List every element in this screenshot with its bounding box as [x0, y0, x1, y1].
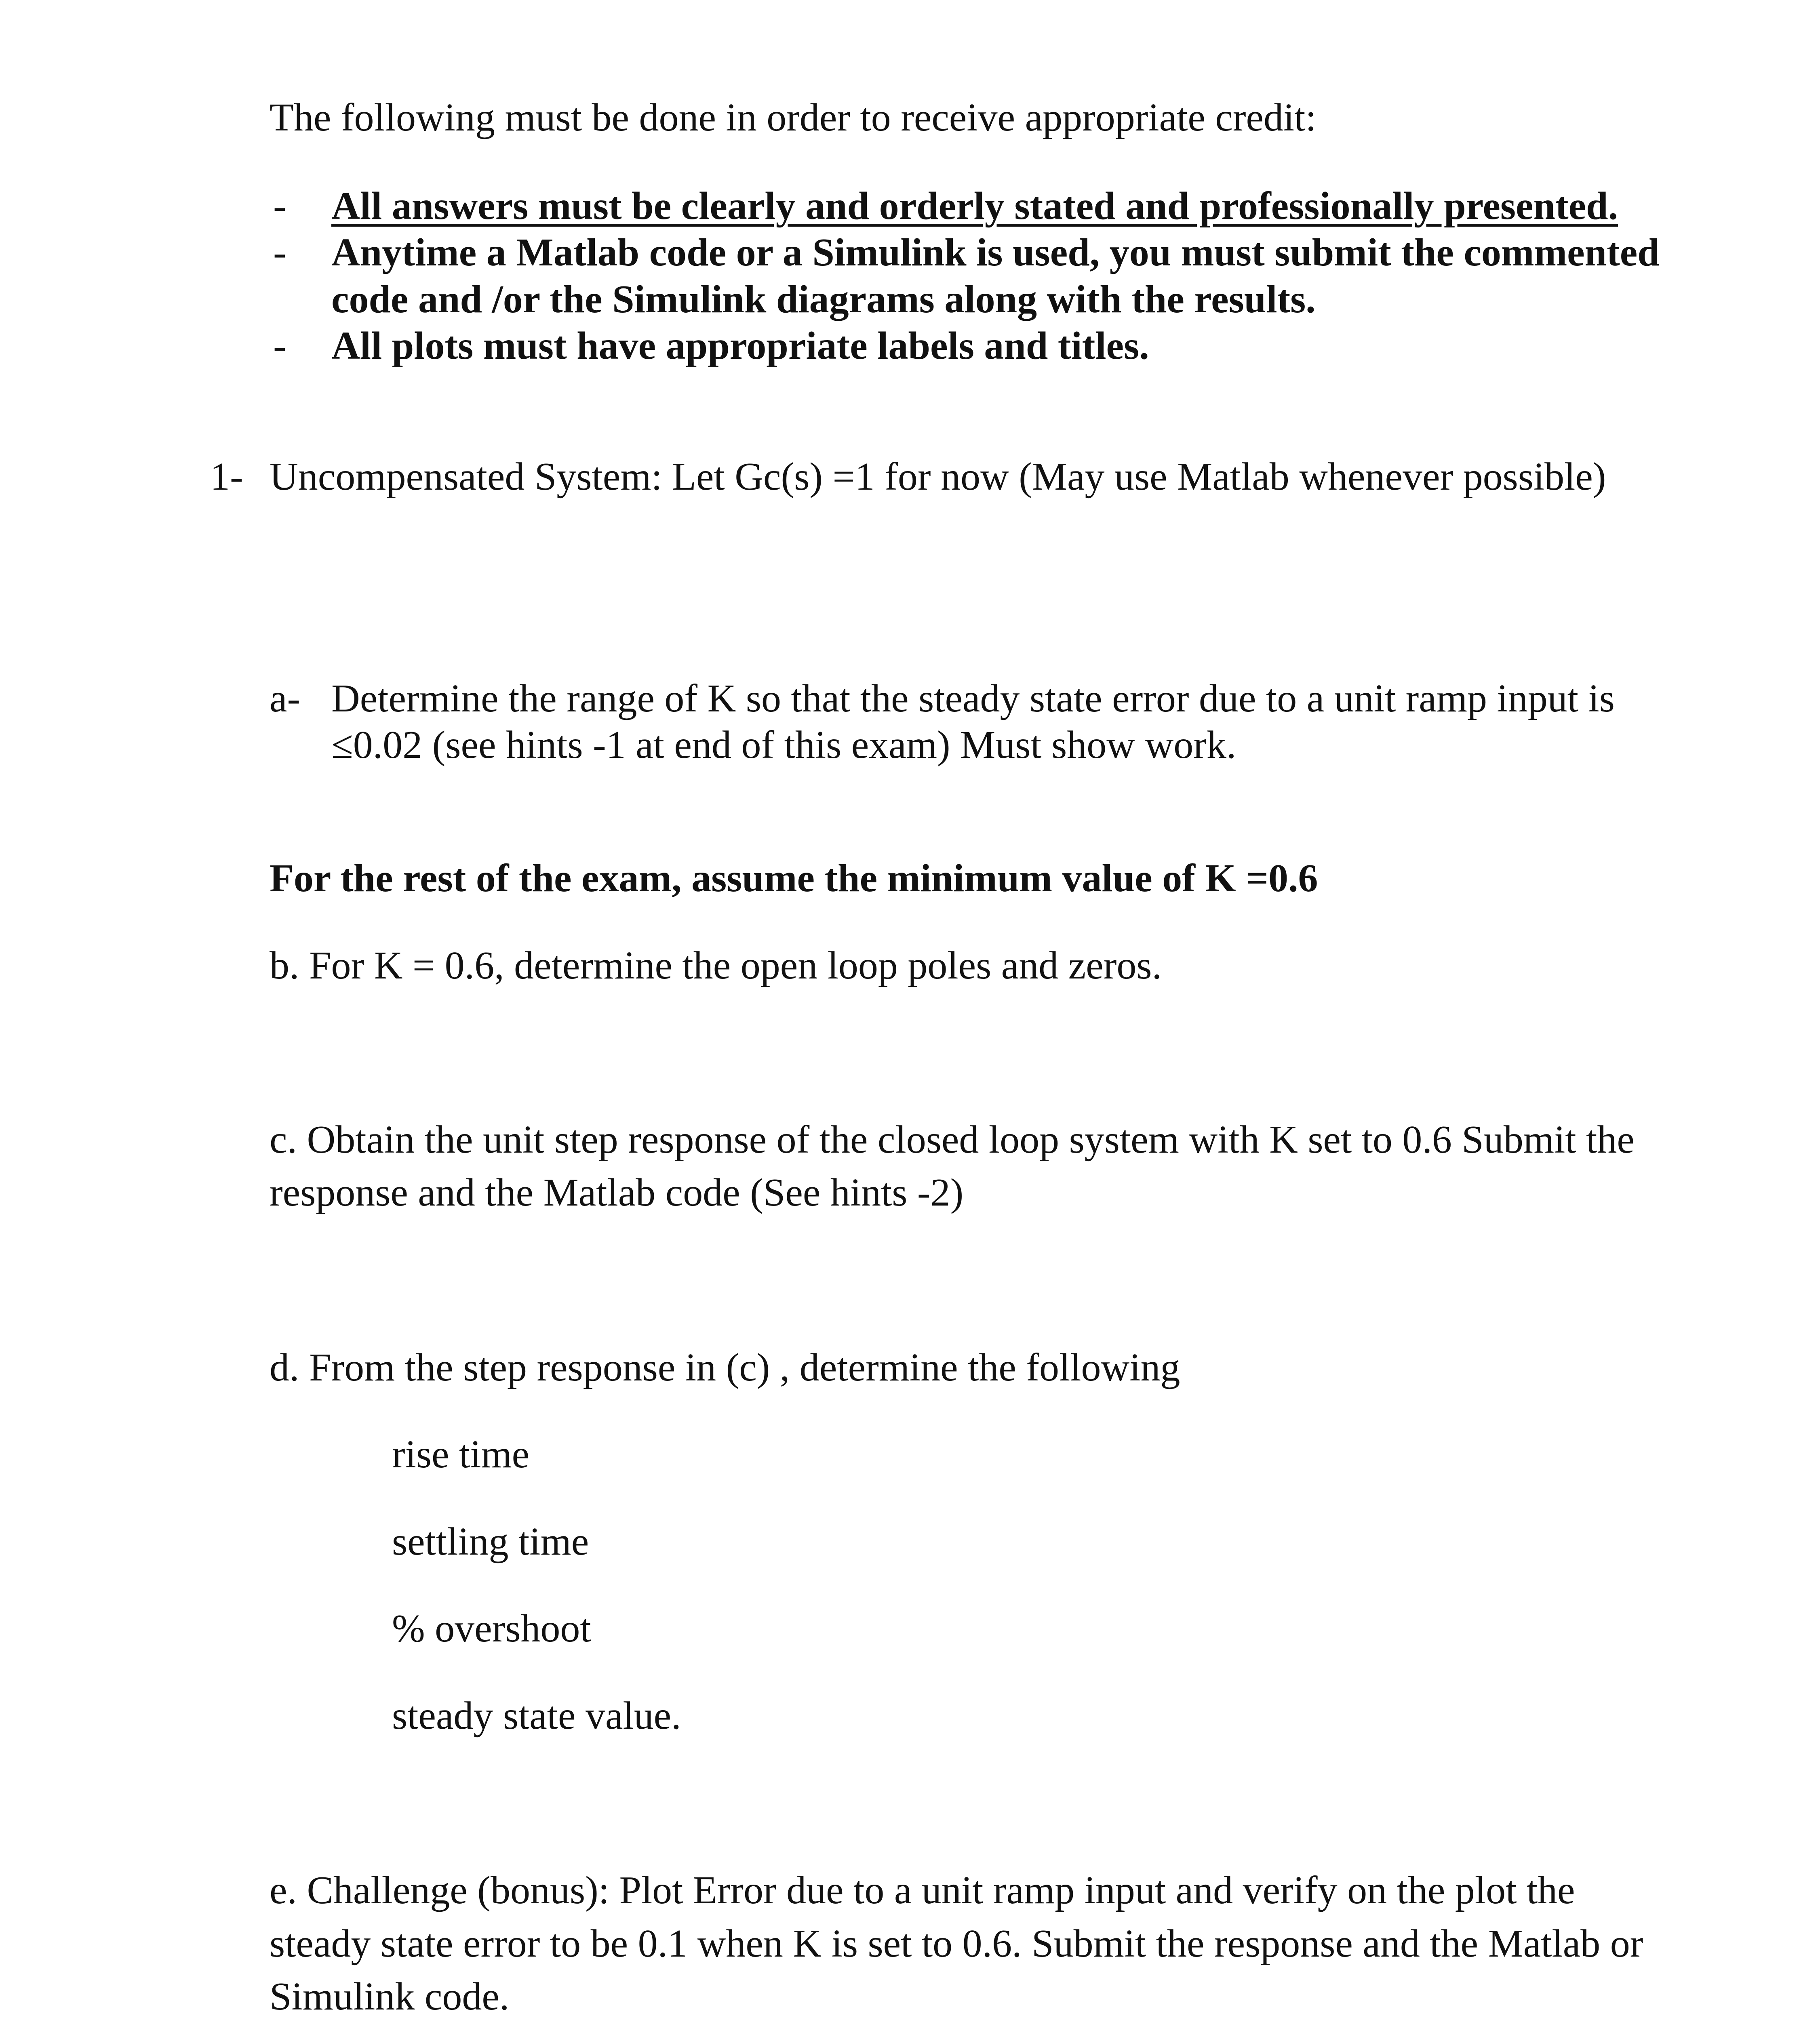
part-d-item-overshoot: % overshoot [392, 1607, 591, 1650]
part-e-line-1: e. Challenge (bonus): Plot Error due to a unit ramp input and verify on the plot the [270, 1869, 1575, 1912]
part-c-line-1: c. Obtain the unit step response of the closed loop system with K set to 0.6 Submit the [270, 1118, 1635, 1162]
requirement-item-3: All plots must have appropriate labels and titles. [331, 324, 1149, 368]
part-d-intro: d. From the step response in (c) , determine the following [270, 1346, 1180, 1389]
part-d-item-steady-state-value: steady state value. [392, 1694, 681, 1738]
part-b-text: b. For K = 0.6, determine the open loop poles and zeros. [270, 944, 1162, 987]
requirement-item-1: All answers must be clearly and orderly stated and professionally presented. [331, 184, 1618, 228]
assumption-text: For the rest of the exam, assume the minimum value of K =0.6 [270, 856, 1318, 900]
requirement-item-2-line-2: code and /or the Simulink diagrams along with the results. [331, 278, 1316, 321]
part-e-line-3: Simulink code. [270, 1975, 510, 2018]
bullet-dash: - [273, 324, 286, 368]
part-a-label: a- [270, 677, 301, 720]
intro-text: The following must be done in order to receive appropriate credit: [270, 96, 1317, 139]
bullet-dash: - [273, 184, 286, 228]
part-d-item-rise-time: rise time [392, 1433, 530, 1476]
part-c-line-2: response and the Matlab code (See hints -2) [270, 1171, 964, 1214]
bullet-dash: - [273, 231, 286, 274]
part-a-line-1: Determine the range of K so that the steady state error due to a unit ramp input is [331, 677, 1615, 720]
requirement-item-2-line-1: Anytime a Matlab code or a Simulink is used, you must submit the commented [331, 231, 1660, 274]
part-d-item-settling-time: settling time [392, 1520, 589, 1563]
question-number: 1- [210, 455, 243, 499]
question-heading: Uncompensated System: Let Gc(s) =1 for now (May use Matlab whenever possible) [270, 455, 1606, 499]
part-a-line-2: ≤0.02 (see hints -1 at end of this exam) Must show work. [331, 723, 1237, 767]
part-e-line-2: steady state error to be 0.1 when K is set to 0.6. Submit the response and the Matlab or [270, 1922, 1643, 1965]
